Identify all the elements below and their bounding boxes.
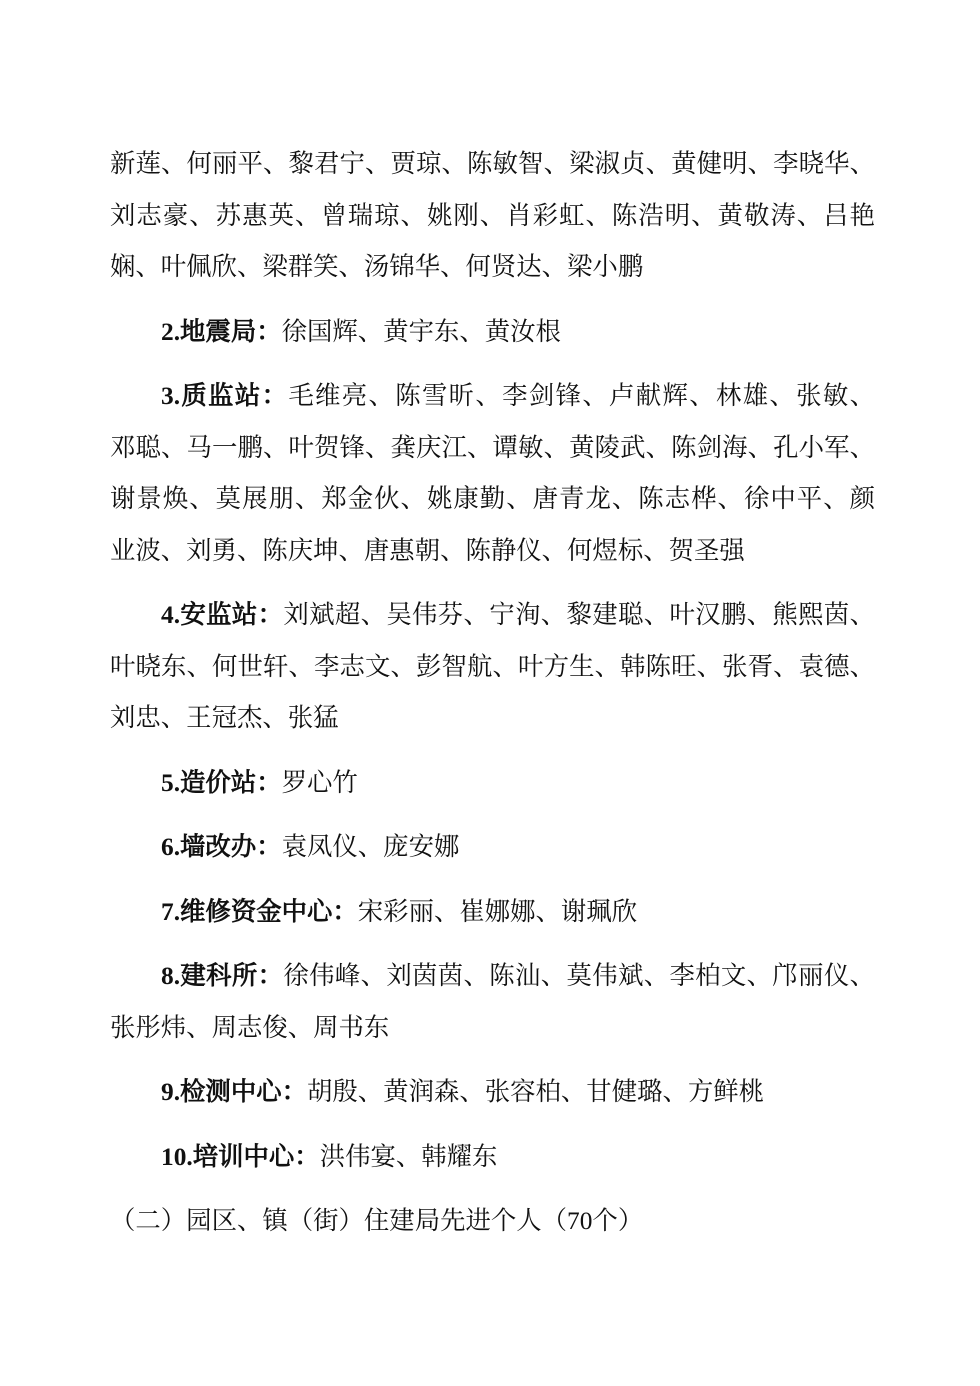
name-list-line xyxy=(110,887,875,939)
section-heading: （二）园区、镇（街）住建局先进个人（70个） xyxy=(110,1207,644,1235)
name-list-text: 徐国辉、黄宇东、黄汝根 xyxy=(281,317,561,346)
name-list-paragraph-earthquake-bureau xyxy=(110,307,875,359)
name-list-line: 娴、叶佩欣、梁群笑、汤锦华、何贤达、梁小鹏 xyxy=(110,253,644,281)
department-label: 4.安监站： xyxy=(161,601,284,629)
name-list-text: 洪伟宴、韩耀东 xyxy=(319,1142,498,1171)
name-list-line: 业波、刘勇、陈庆坤、唐惠朝、陈静仪、何煜标、贺圣强 xyxy=(110,536,745,565)
name-list-text: 胡殷、黄润森、张容柏、甘健璐、方鲜桃 xyxy=(307,1078,765,1106)
document-body xyxy=(110,139,875,1248)
name-list-line xyxy=(110,1067,875,1119)
department-label: 7.维修资金中心： xyxy=(161,897,358,926)
name-list-line: 刘忠、王冠杰、张猛 xyxy=(110,704,339,732)
name-list-line xyxy=(110,590,875,642)
department-label: 9.检测中心： xyxy=(161,1078,307,1106)
name-list-line xyxy=(110,758,875,810)
name-list-text: 袁凤仪、庞安娜 xyxy=(281,833,460,861)
department-label: 8.建科所： xyxy=(161,962,284,990)
name-list-paragraph-maintenance-fund-center xyxy=(110,887,875,939)
name-list-line: 张彤炜、周志俊、周书东 xyxy=(110,1013,390,1042)
name-list-line: 谢景焕、莫展朋、郑金伙、姚康勤、唐青龙、陈志桦、徐中平、颜 xyxy=(110,485,875,513)
name-list-line: 叶晓东、何世轩、李志文、彭智航、叶方生、韩陈旺、张胥、袁德、 xyxy=(110,652,875,681)
department-label: 10.培训中心： xyxy=(161,1142,320,1171)
name-list-line xyxy=(110,951,875,1003)
name-list-paragraph-quality-station xyxy=(110,371,875,577)
name-list-line xyxy=(110,1132,875,1184)
name-list-paragraph-building-research-institute xyxy=(110,951,875,1054)
name-list-line: 刘志豪、苏惠英、曾瑞琼、姚刚、肖彩虹、陈浩明、黄敬涛、吕艳 xyxy=(110,201,875,230)
name-list-paragraph-cost-station xyxy=(110,758,875,810)
department-label: 3.质监站： xyxy=(161,382,289,410)
name-list-text: 罗心竹 xyxy=(281,768,358,797)
name-list-paragraph xyxy=(110,139,875,294)
department-label: 6.墙改办： xyxy=(161,833,282,861)
name-list-text: 宋彩丽、崔娜娜、谢珮欣 xyxy=(357,897,638,926)
department-label: 5.造价站： xyxy=(161,768,282,797)
name-list-line xyxy=(110,822,875,874)
name-list-line: 新莲、何丽平、黎君宁、贾琼、陈敏智、梁淑贞、黄健明、李晓华、 xyxy=(110,150,875,178)
name-list-paragraph-testing-center xyxy=(110,1067,875,1119)
name-list-text: 徐伟峰、刘茵茵、陈汕、莫伟斌、李柏文、邝丽仪、 xyxy=(283,962,875,990)
name-list-text: 毛维亮、陈雪昕、李剑锋、卢献辉、林雄、张敏、 xyxy=(288,382,875,410)
name-list-paragraph-wall-reform-office xyxy=(110,822,875,874)
name-list-paragraph-safety-station xyxy=(110,590,875,745)
name-list-paragraph-training-center xyxy=(110,1132,875,1184)
name-list-line xyxy=(110,371,875,423)
name-list-line xyxy=(110,307,875,359)
department-label: 2.地震局： xyxy=(161,317,282,346)
name-list-text: 刘斌超、吴伟芬、宁洵、黎建聪、叶汉鹏、熊熙茵、 xyxy=(283,601,875,629)
name-list-line: 邓聪、马一鹏、叶贺锋、龚庆江、谭敏、黄陵武、陈剑海、孔小军、 xyxy=(110,433,875,462)
